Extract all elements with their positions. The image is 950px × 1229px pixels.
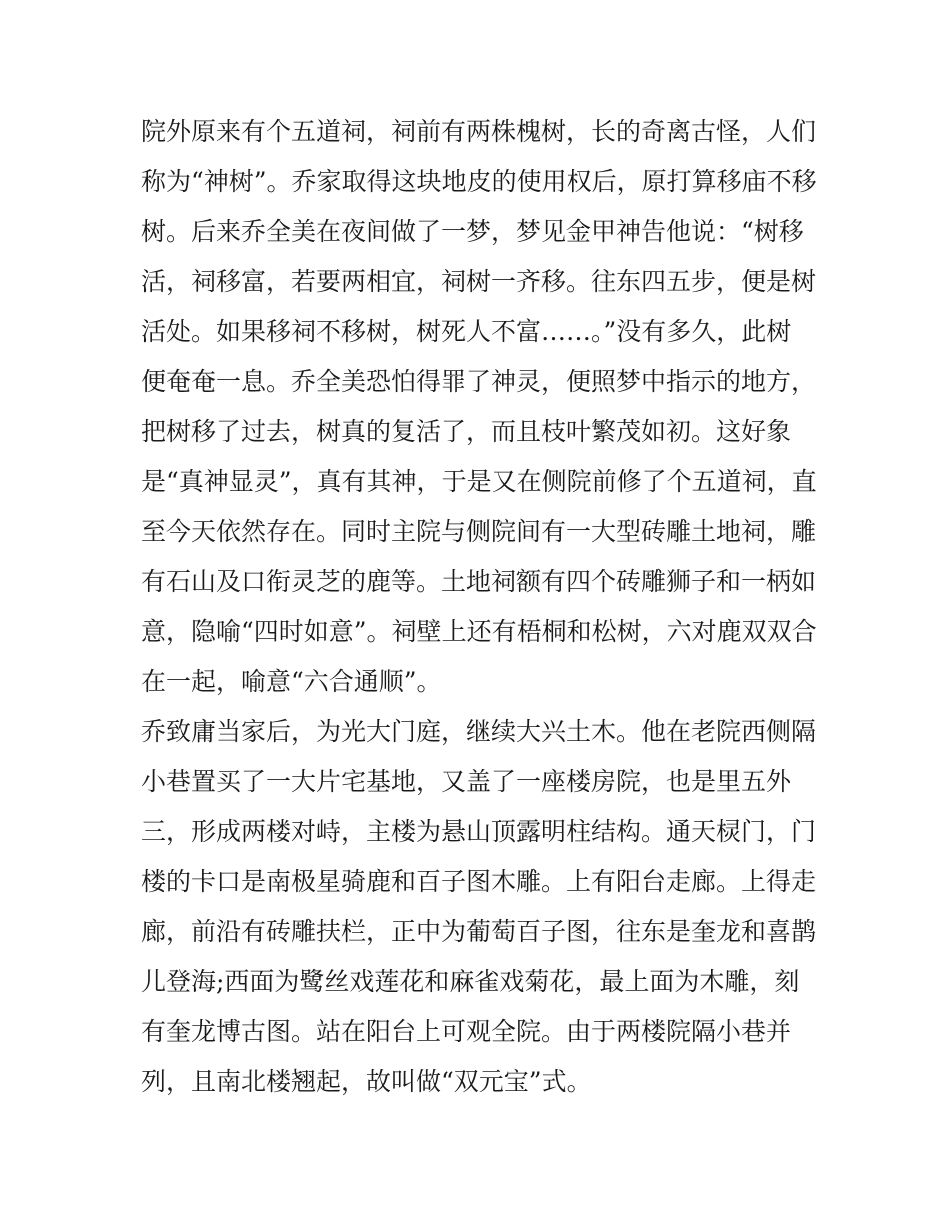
text-line: 有石山及口衔灵芝的鹿等。土地祠额有四个砖雕狮子和一柄如 <box>141 567 817 596</box>
text-line: 儿登海;西面为鹭丝戏莲花和麻雀戏菊花，最上面为木雕，刻 <box>141 967 800 996</box>
text-line: 楼的卡口是南极星骑鹿和百子图木雕。上有阳台走廊。上得走 <box>141 867 817 896</box>
text-line: 是“真神显灵”，真有其神，于是又在侧院前修了个五道祠，直 <box>141 467 817 496</box>
text-line: 列，且南北楼翘起，故叫做“双元宝”式。 <box>141 1067 592 1096</box>
text-line: 活，祠移富，若要两相宜，祠树一齐移。往东四五步，便是树 <box>141 267 817 296</box>
text-line: 把树移了过去，树真的复活了，而且枝叶繁茂如初。这好象 <box>141 417 792 446</box>
text-line: 在一起，喻意“六合通顺”。 <box>141 667 442 696</box>
text-line: 乔致庸当家后，为光大门庭，继续大兴土木。他在老院西侧隔 <box>141 717 817 746</box>
text-line: 至今天依然存在。同时主院与侧院间有一大型砖雕土地祠，雕 <box>141 517 817 546</box>
text-line: 树。后来乔全美在夜间做了一梦，梦见金甲神告他说：“树移 <box>141 217 804 246</box>
text-line: 三，形成两楼对峙，主楼为悬山顶露明柱结构。通天棂门，门 <box>141 817 817 846</box>
text-line: 院外原来有个五道祠，祠前有两株槐树，长的奇离古怪，人们 <box>141 117 817 146</box>
body-text <box>141 107 831 1107</box>
text-line: 有奎龙博古图。站在阳台上可观全院。由于两楼院隔小巷并 <box>141 1017 792 1046</box>
text-line: 廊，前沿有砖雕扶栏，正中为葡萄百子图，往东是奎龙和喜鹊 <box>141 917 817 946</box>
text-line: 活处。如果移祠不移树，树死人不富……。”没有多久，此树 <box>141 317 792 346</box>
text-line: 称为“神树”。乔家取得这块地皮的使用权后，原打算移庙不移 <box>141 167 817 196</box>
text-line: 小巷置买了一大片宅基地，又盖了一座楼房院，也是里五外 <box>141 767 792 796</box>
text-line: 意，隐喻“四时如意”。祠壁上还有梧桐和松树，六对鹿双双合 <box>141 617 817 646</box>
text-line: 便奄奄一息。乔全美恐怕得罪了神灵，便照梦中指示的地方， <box>141 367 817 396</box>
